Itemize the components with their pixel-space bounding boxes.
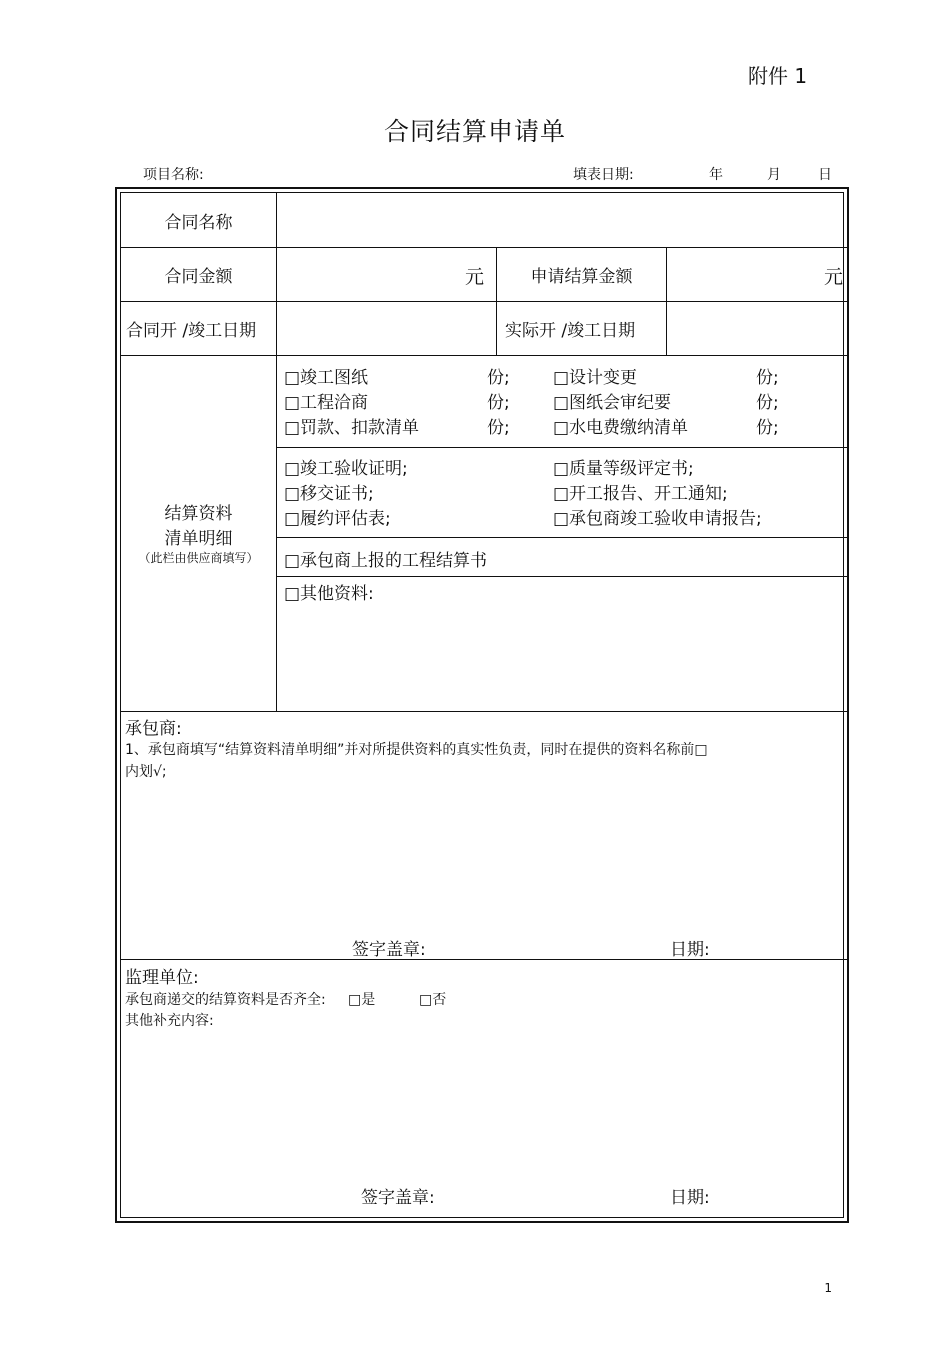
checkbox-other-materials[interactable]: □其他资料: (284, 584, 374, 604)
project-name-label: 项目名称: (143, 167, 204, 183)
materials-label-note: （此栏由供应商填写） (138, 551, 259, 565)
completeness-question: 承包商递交的结算资料是否齐全: (125, 992, 326, 1008)
settlement-amount-label: 申请结算金额 (530, 267, 633, 287)
row-divider (121, 711, 848, 712)
settlement-amount-field[interactable] (667, 248, 847, 301)
fill-date-label: 填表日期: (573, 167, 634, 183)
checkbox-drawing-review-minutes[interactable]: □图纸会审纪要 (553, 393, 672, 413)
contractor-note-line2: 内划√; (125, 764, 167, 780)
checkbox-settlement-book[interactable]: □承包商上报的工程结算书 (284, 551, 488, 571)
checkbox-no[interactable]: □否 (419, 992, 447, 1008)
materials-label-line1: 结算资料 (164, 504, 233, 524)
contract-dates-label: 合同开 /竣工日期 (126, 321, 257, 341)
supervisor-date-label: 日期: (670, 1188, 710, 1208)
form-table-inner (120, 192, 844, 1218)
contract-dates-field[interactable] (277, 302, 496, 355)
row-divider (276, 447, 848, 448)
form-table (115, 187, 849, 1223)
checkbox-quality-assessment[interactable]: □质量等级评定书; (553, 459, 694, 479)
contract-amount-label: 合同金额 (164, 267, 233, 287)
year-label: 年 (709, 167, 723, 183)
checkbox-utility-payment-list[interactable]: □水电费缴纳清单 (553, 418, 689, 438)
checkbox-as-built-drawings[interactable]: □竣工图纸 (284, 368, 369, 388)
settlement-amount-unit: 元 (824, 266, 844, 288)
checkbox-start-report[interactable]: □开工报告、开工通知; (553, 484, 728, 504)
checkbox-engineering-negotiation[interactable]: □工程洽商 (284, 393, 369, 413)
day-label: 日 (818, 167, 832, 183)
actual-dates-field[interactable] (667, 302, 847, 355)
as-built-drawings-unit: 份; (487, 368, 510, 388)
supervisor-heading: 监理单位: (125, 968, 199, 988)
contract-name-label: 合同名称 (164, 213, 233, 233)
row-divider (276, 537, 848, 538)
form-title: 合同结算申请单 (383, 117, 566, 146)
row-divider (121, 959, 848, 960)
contractor-sign-label: 签字盖章: (352, 940, 426, 960)
checkbox-design-changes[interactable]: □设计变更 (553, 368, 638, 388)
month-label: 月 (767, 167, 781, 183)
checkbox-completion-certificate[interactable]: □竣工验收证明; (284, 459, 408, 479)
supervisor-sign-label: 签字盖章: (361, 1188, 435, 1208)
design-changes-unit: 份; (756, 368, 779, 388)
penalty-list-unit: 份; (487, 418, 510, 438)
drawing-review-minutes-unit: 份; (756, 393, 779, 413)
contractor-note-line1: 1、承包商填写“结算资料清单明细”并对所提供资料的真实性负责，同时在提供的资料名称前□ (125, 742, 708, 758)
contract-amount-unit: 元 (465, 266, 485, 288)
checkbox-performance-evaluation[interactable]: □履约评估表; (284, 509, 391, 529)
engineering-negotiation-unit: 份; (487, 393, 510, 413)
contract-amount-field[interactable] (277, 248, 496, 301)
row-divider (276, 576, 848, 577)
attachment-label: 附件 1 (748, 64, 808, 88)
checkbox-yes[interactable]: □是 (348, 992, 376, 1008)
checkbox-handover-certificate[interactable]: □移交证书; (284, 484, 374, 504)
utility-payment-list-unit: 份; (756, 418, 779, 438)
contractor-date-label: 日期: (670, 940, 710, 960)
materials-label-line2: 清单明细 (164, 529, 233, 549)
checkbox-completion-acceptance-report[interactable]: □承包商竣工验收申请报告; (553, 509, 762, 529)
page-number: 1 (824, 1281, 832, 1295)
checkbox-penalty-list[interactable]: □罚款、扣款清单 (284, 418, 420, 438)
actual-dates-label: 实际开 /竣工日期 (505, 321, 636, 341)
other-content-label: 其他补充内容: (125, 1013, 214, 1029)
contractor-heading: 承包商: (125, 719, 182, 739)
contract-name-field[interactable] (277, 193, 847, 247)
row-divider (121, 355, 848, 356)
